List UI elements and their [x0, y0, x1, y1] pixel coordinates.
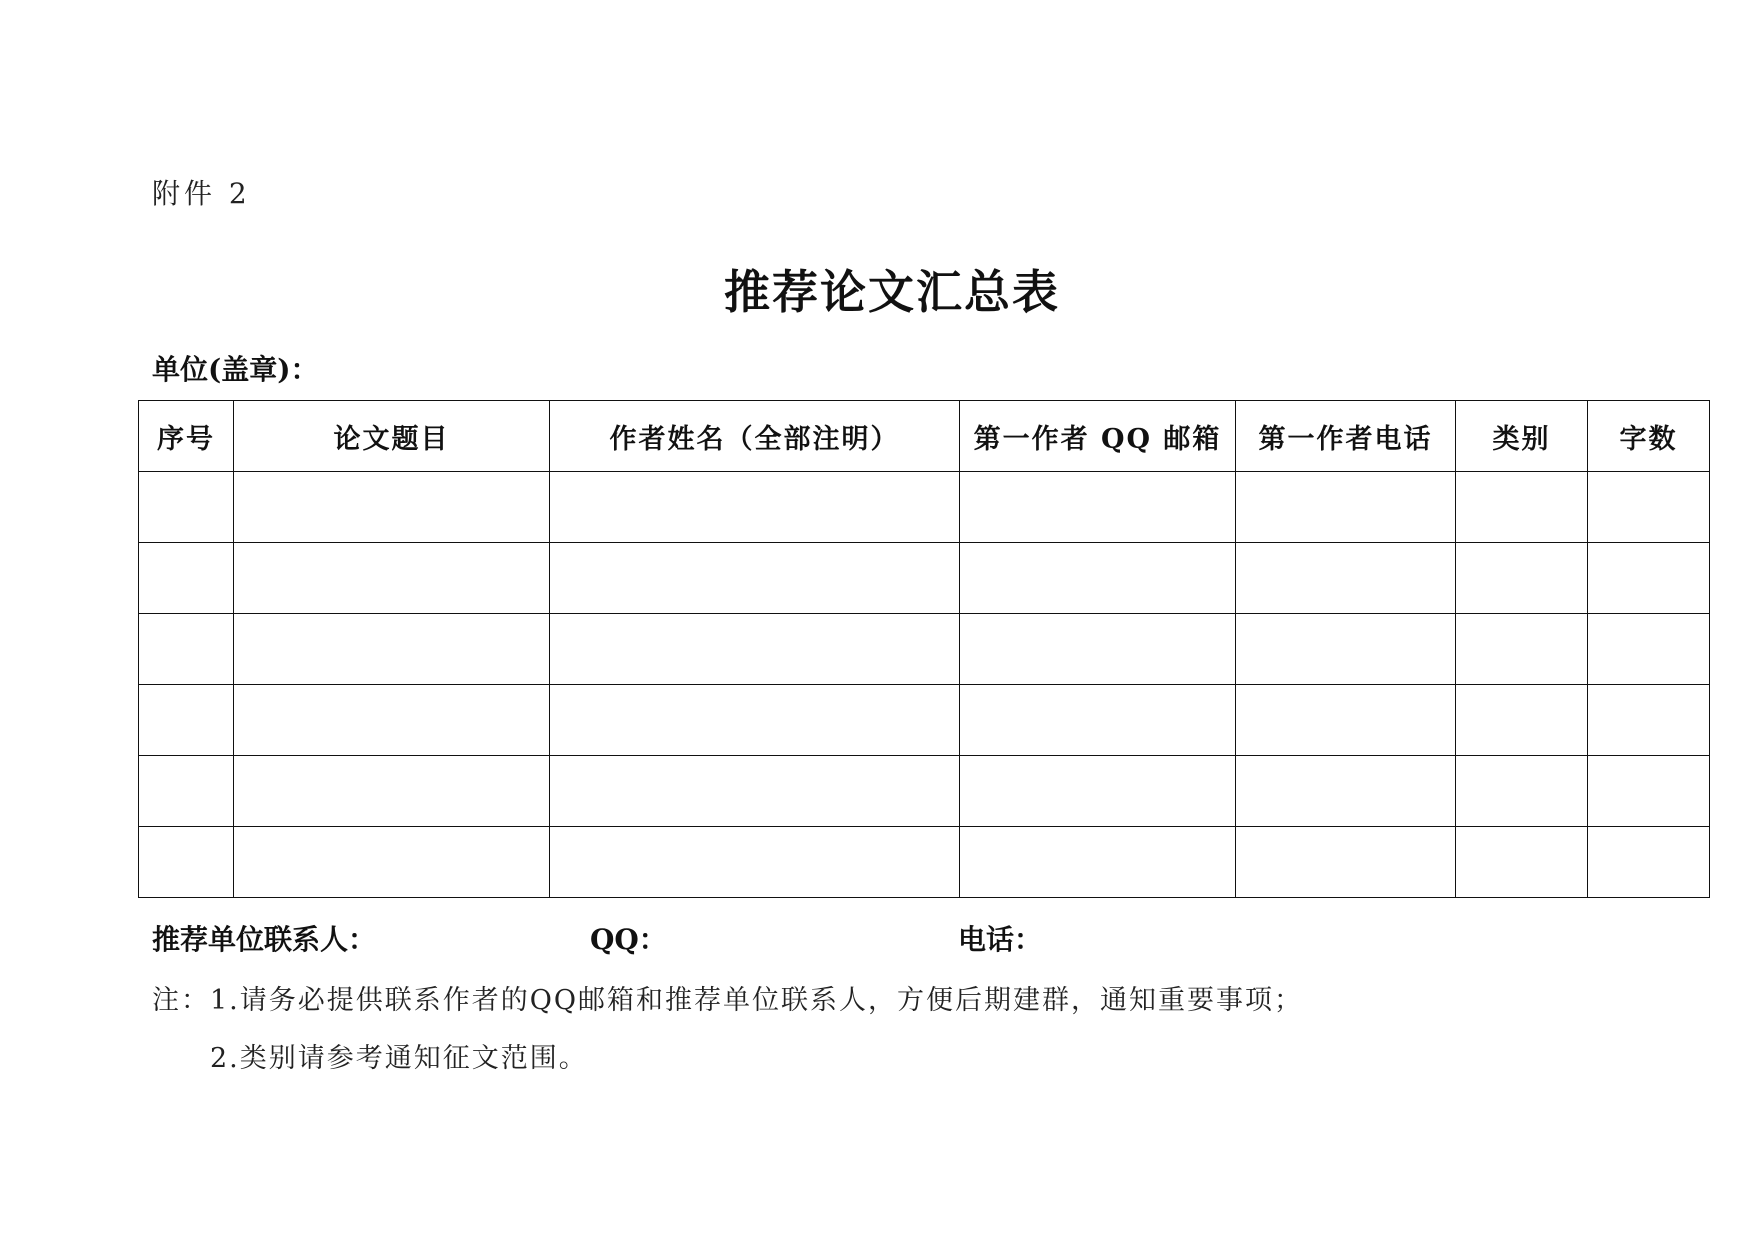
cell-email[interactable]	[960, 472, 1236, 543]
cell-serial[interactable]	[139, 827, 234, 898]
cell-email[interactable]	[960, 614, 1236, 685]
note-line-1: 注：1.请务必提供联系作者的QQ邮箱和推荐单位联系人，方便后期建群，通知重要事项；	[152, 985, 1304, 1016]
cell-serial[interactable]	[139, 685, 234, 756]
cell-category[interactable]	[1456, 543, 1588, 614]
cell-authors[interactable]	[550, 543, 960, 614]
cell-category[interactable]	[1456, 756, 1588, 827]
cell-title[interactable]	[234, 543, 550, 614]
header-first-author-email: 第一作者 QQ 邮箱	[960, 401, 1236, 472]
cell-serial[interactable]	[139, 472, 234, 543]
table-row	[139, 685, 1710, 756]
cell-category[interactable]	[1456, 685, 1588, 756]
header-serial-number: 序号	[139, 401, 234, 472]
cell-title[interactable]	[234, 472, 550, 543]
cell-phone[interactable]	[1236, 614, 1456, 685]
cell-phone[interactable]	[1236, 472, 1456, 543]
cell-email[interactable]	[960, 543, 1236, 614]
cell-wordcount[interactable]	[1588, 614, 1710, 685]
cell-email[interactable]	[960, 756, 1236, 827]
table-row	[139, 827, 1710, 898]
cell-phone[interactable]	[1236, 543, 1456, 614]
cell-category[interactable]	[1456, 472, 1588, 543]
cell-title[interactable]	[234, 756, 550, 827]
cell-phone[interactable]	[1236, 685, 1456, 756]
table-header-row	[139, 401, 1710, 472]
cell-wordcount[interactable]	[1588, 827, 1710, 898]
cell-serial[interactable]	[139, 614, 234, 685]
cell-title[interactable]	[234, 614, 550, 685]
cell-wordcount[interactable]	[1588, 543, 1710, 614]
cell-authors[interactable]	[550, 685, 960, 756]
cell-phone[interactable]	[1236, 827, 1456, 898]
contact-qq-label: QQ：	[590, 923, 667, 956]
table-row	[139, 614, 1710, 685]
cell-wordcount[interactable]	[1588, 472, 1710, 543]
contact-phone-label: 电话：	[958, 923, 1043, 956]
contact-person-label: 推荐单位联系人：	[152, 923, 377, 956]
cell-authors[interactable]	[550, 827, 960, 898]
cell-authors[interactable]	[550, 614, 960, 685]
header-first-author-phone: 第一作者电话	[1236, 401, 1456, 472]
note-line-2: 2.类别请参考通知征文范围。	[210, 1043, 588, 1074]
cell-category[interactable]	[1456, 827, 1588, 898]
header-paper-title: 论文题目	[234, 401, 550, 472]
table-body	[139, 472, 1710, 898]
table-row	[139, 472, 1710, 543]
cell-email[interactable]	[960, 827, 1236, 898]
table-row	[139, 543, 1710, 614]
cell-authors[interactable]	[550, 472, 960, 543]
cell-email[interactable]	[960, 685, 1236, 756]
attachment-label: 附件 2	[152, 177, 251, 210]
table-row	[139, 756, 1710, 827]
cell-phone[interactable]	[1236, 756, 1456, 827]
header-word-count: 字数	[1588, 401, 1710, 472]
cell-wordcount[interactable]	[1588, 685, 1710, 756]
unit-seal-label: 单位(盖章)：	[152, 353, 319, 386]
header-author-names: 作者姓名（全部注明）	[550, 401, 960, 472]
cell-serial[interactable]	[139, 543, 234, 614]
cell-category[interactable]	[1456, 614, 1588, 685]
cell-wordcount[interactable]	[1588, 756, 1710, 827]
summary-table	[138, 400, 1710, 898]
cell-authors[interactable]	[550, 756, 960, 827]
header-category: 类别	[1456, 401, 1588, 472]
cell-serial[interactable]	[139, 756, 234, 827]
cell-title[interactable]	[234, 827, 550, 898]
page-title: 推荐论文汇总表	[724, 265, 1060, 319]
cell-title[interactable]	[234, 685, 550, 756]
